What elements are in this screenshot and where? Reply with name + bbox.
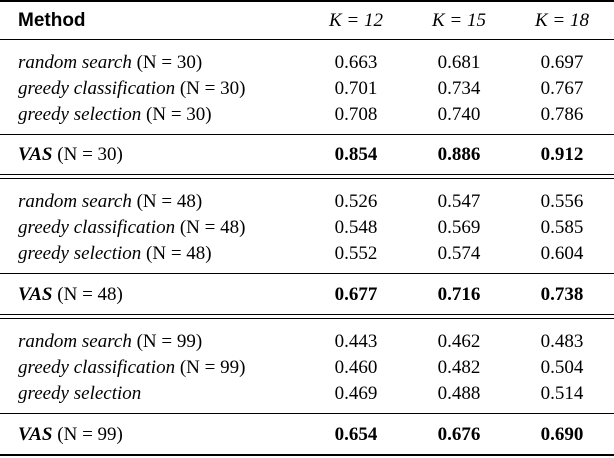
- header-row: [0, 8, 614, 34]
- method-cell: VAS (N = 30): [18, 144, 123, 165]
- table-row: [0, 189, 614, 215]
- method-cell: random search (N = 48): [18, 191, 203, 212]
- value-k12: 0.663: [334, 52, 378, 73]
- table-row: [0, 241, 614, 267]
- method-cell: greedy selection (N = 30): [18, 104, 212, 125]
- value-k12: 0.443: [334, 331, 378, 352]
- method-cell: greedy selection: [18, 383, 142, 404]
- value-k15: 0.676: [437, 424, 481, 445]
- value-k12: 0.469: [334, 383, 378, 404]
- table-row: [0, 381, 614, 407]
- table-row: [0, 355, 614, 381]
- header-method: Method: [18, 10, 86, 31]
- value-k12: 0.654: [334, 424, 378, 445]
- value-k12: 0.548: [334, 217, 378, 238]
- value-k18: 0.483: [540, 331, 584, 352]
- top-rule: [0, 0, 614, 2]
- header-k12: K = 12: [329, 10, 383, 31]
- table-row: [0, 102, 614, 128]
- value-k12: 0.526: [334, 191, 378, 212]
- value-k18: 0.697: [540, 52, 584, 73]
- value-k15: 0.482: [437, 357, 481, 378]
- value-k18: 0.767: [540, 78, 584, 99]
- vas-row: [0, 142, 614, 168]
- group-rule: [0, 273, 614, 274]
- table-row: [0, 215, 614, 241]
- value-k18: 0.738: [540, 284, 584, 305]
- value-k15: 0.547: [437, 191, 481, 212]
- section-double-rule: [0, 174, 614, 175]
- vas-row: [0, 422, 614, 448]
- value-k18: 0.786: [540, 104, 584, 125]
- header-k18: K = 18: [535, 10, 589, 31]
- value-k18: 0.604: [540, 243, 584, 264]
- value-k15: 0.488: [437, 383, 481, 404]
- method-cell: greedy classification (N = 99): [18, 357, 246, 378]
- value-k15: 0.716: [437, 284, 481, 305]
- value-k12: 0.701: [334, 78, 378, 99]
- section-double-rule: [0, 318, 614, 319]
- value-k12: 0.460: [334, 357, 378, 378]
- method-cell: VAS (N = 48): [18, 284, 123, 305]
- value-k15: 0.886: [437, 144, 481, 165]
- header-rule: [0, 39, 614, 40]
- group-rule: [0, 413, 614, 414]
- method-cell: greedy classification (N = 48): [18, 217, 246, 238]
- method-cell: random search (N = 30): [18, 52, 203, 73]
- group-rule: [0, 134, 614, 135]
- header-k15: K = 15: [432, 10, 486, 31]
- method-cell: greedy classification (N = 30): [18, 78, 246, 99]
- value-k15: 0.574: [437, 243, 481, 264]
- value-k15: 0.462: [437, 331, 481, 352]
- value-k15: 0.740: [437, 104, 481, 125]
- value-k18: 0.912: [540, 144, 584, 165]
- value-k15: 0.569: [437, 217, 481, 238]
- method-cell: greedy selection (N = 48): [18, 243, 212, 264]
- value-k18: 0.514: [540, 383, 584, 404]
- value-k12: 0.708: [334, 104, 378, 125]
- section-double-rule: [0, 178, 614, 179]
- bottom-rule: [0, 454, 614, 456]
- value-k12: 0.677: [334, 284, 378, 305]
- vas-row: [0, 282, 614, 308]
- table-row: [0, 50, 614, 76]
- value-k18: 0.556: [540, 191, 584, 212]
- method-cell: VAS (N = 99): [18, 424, 123, 445]
- value-k15: 0.681: [437, 52, 481, 73]
- value-k12: 0.552: [334, 243, 378, 264]
- table-row: [0, 329, 614, 355]
- method-cell: random search (N = 99): [18, 331, 203, 352]
- table-row: [0, 76, 614, 102]
- value-k15: 0.734: [437, 78, 481, 99]
- value-k18: 0.690: [540, 424, 584, 445]
- value-k12: 0.854: [334, 144, 378, 165]
- section-double-rule: [0, 314, 614, 315]
- value-k18: 0.504: [540, 357, 584, 378]
- value-k18: 0.585: [540, 217, 584, 238]
